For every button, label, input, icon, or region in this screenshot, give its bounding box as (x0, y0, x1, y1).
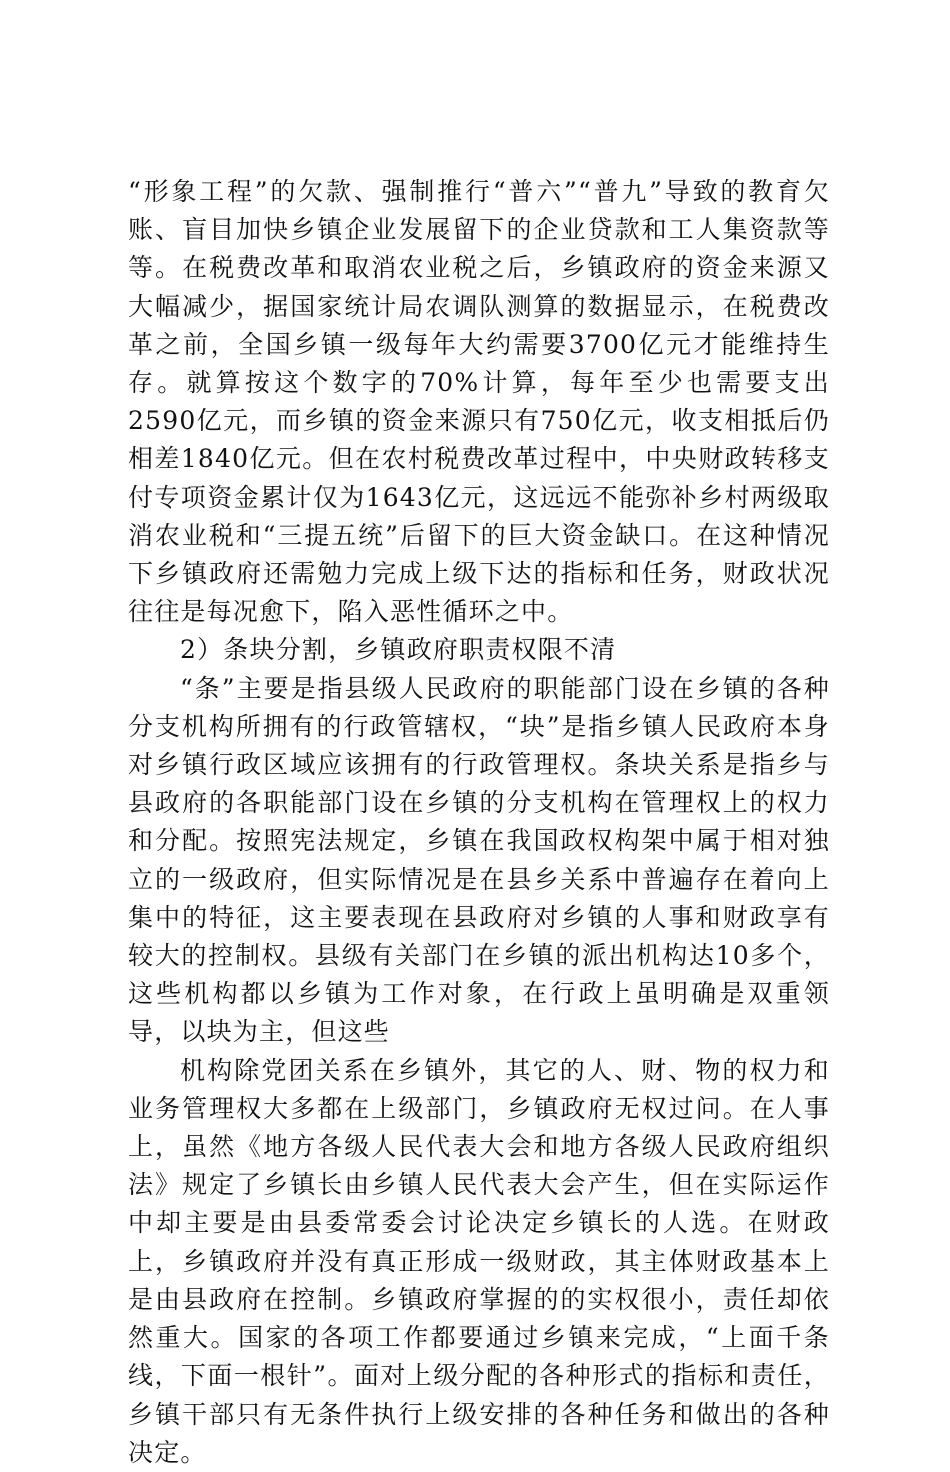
document-body (128, 173, 830, 1472)
paragraph-funding-gap: “形象工程”的欠款、强制推行“普六”“普九”导致的教育欠账、盲目加快乡镇企业发展留下的企业贷款和工人集资款等等。在税费改革和取消农业税之后，乡镇政府的资金来源又大幅减少，据国家统计局农调队测算的数据显示，在税费改革之前，全国乡镇一级每年大约需要3700亿元才能维持生存。就算按这个数字的70%计算，每年至少也需要支出2590亿元，而乡镇的资金来源只有750亿元，收支相抵后仍相差1840亿元。但在农村税费改革过程中，中央财政转移支付专项资金累计仅为1643亿元，这远远不能弥补乡村两级取消农业税和“三提五统”后留下的巨大资金缺口。在这种情况下乡镇政府还需勉力完成上级下达的指标和任务，财政状况往往是每况愈下，陷入恶性循环之中。 (128, 177, 830, 627)
paragraph-tiao-kuai: “条”主要是指县级人民政府的职能部门设在乡镇的各种分支机构所拥有的行政管辖权，“块”是指乡镇人民政府本身对乡镇行政区域应该拥有的行政管理权。条块关系是指乡与县政府的各职能部门设在乡镇的分支机构在管理权上的权力和分配。按照宪法规定，乡镇在我国政权构架中属于相对独立的一级政府，但实际情况是在县乡关系中普遍存在着向上集中的特征，这主要表现在县政府对乡镇的人事和财政享有较大的控制权。县级有关部门在乡镇的派出机构达10多个，这些机构都以乡镇为工作对象，在行政上虽明确是双重领导，以块为主，但这些 (128, 673, 830, 1047)
paragraph-institutions: 机构除党团关系在乡镇外，其它的人、财、物的权力和业务管理权大多都在上级部门，乡镇政府无权过问。在人事上，虽然《地方各级人民代表大会和地方各级人民政府组织法》规定了乡镇长由乡镇人民代表大会产生，但在实际运作中却主要是由县委常委会讨论决定乡镇长的人选。在财政上，乡镇政府并没有真正形成一级财政，其主体财政基本上是由县政府在控制。乡镇政府掌握的的实权很小，责任却依然重大。国家的各项工作都要通过乡镇来完成，“上面千条线，下面一根针”。面对上级分配的各种形式的指标和责任，乡镇干部只有无条件执行上级安排的各种任务和做出的各种决定。 (128, 1055, 830, 1467)
section-heading-2: 2）条块分割，乡镇政府职责权限不清 (180, 635, 617, 665)
